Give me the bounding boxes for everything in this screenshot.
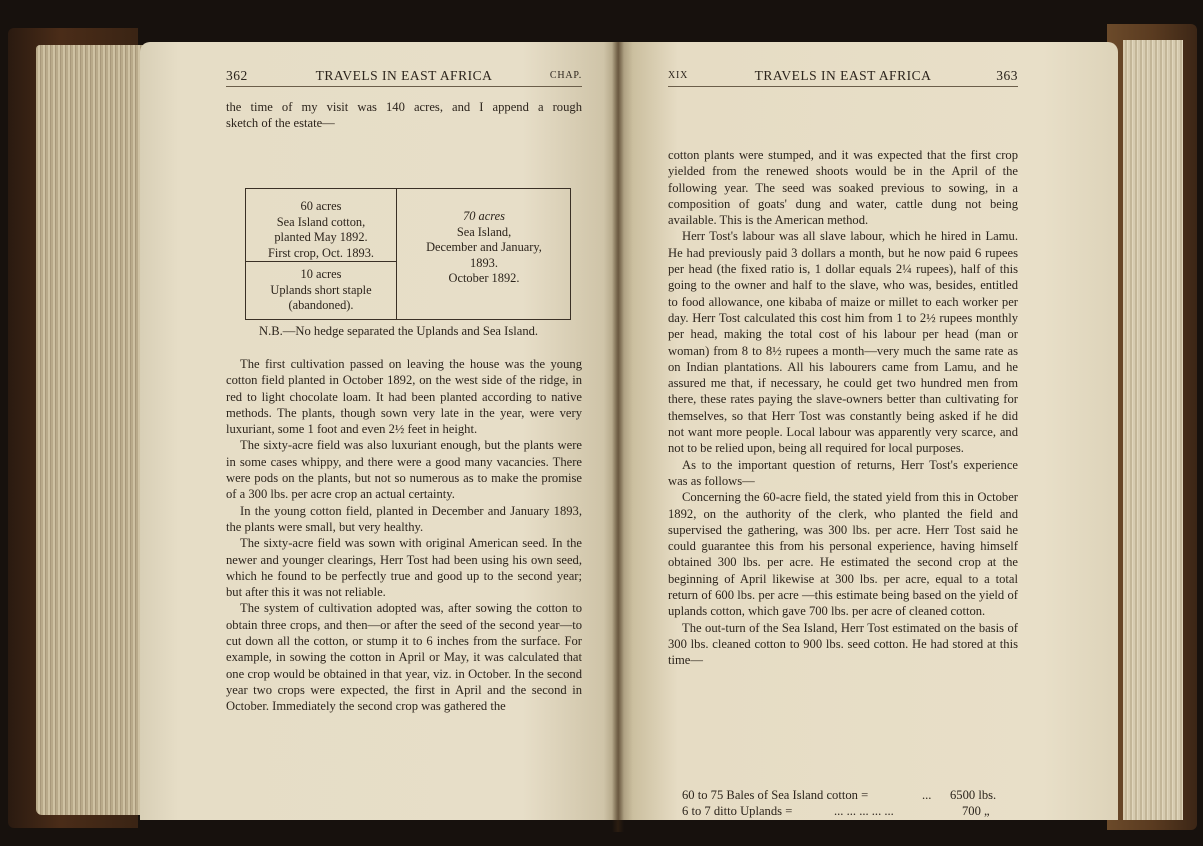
bales-dots: ...	[922, 788, 932, 802]
estate-cell-sea-island-70	[398, 209, 570, 287]
paragraph: Concerning the 60-acre field, the stated yield from this in October 1892, on the authority of the clerk, who planted the field and supervised the gathering, was 300 lbs. per acre. Herr Tost said he could guarantee this from his personal experience, having himself obtained 300 lbs. per acre. He estimated the second crop at the beginning of April likewise at 300 lbs. per acre, equal to a total return of 600 lbs. per acre —this estimate being based on the yield of uplands cotton, which gave 700 lbs. per acre of cleaned cotton.	[668, 490, 1018, 619]
estate-divider	[246, 261, 396, 262]
paragraph: The sixty-acre field was also luxuriant enough, but the plants were in some cases whippy, and there were a good many vacancies. There were pods on the plants, but not so numerous as to make the promise of a 300 lbs. per acre crop an actual certainty.	[226, 438, 582, 502]
page-edges-left	[36, 45, 146, 815]
paragraph: The system of cultivation adopted was, after sowing the cotton to obtain three crops, and then—or after the seed of the second year—to cut down all the cotton, or stump it to 6 inches from the surface. For example, in sowing the cotton in April or May, it was calculated that one crop would be obtained in that year, viz. in October. In the second year two crops were expected, the first in April and the second in October. Immediately the second crop was gathered the	[226, 601, 582, 714]
right-running-header	[668, 68, 1018, 87]
sketch-note: N.B.—No hedge separated the Uplands and Sea Island.	[259, 324, 539, 338]
paragraph: cotton plants were stumped, and it was expected that the first crop yielded from the renewed shoots would be in the April of the following year. The seed was soaked previous to sowing, in a composition of goats' dung and water, cattle dung not being available. This is the American method.	[668, 148, 1018, 228]
intro-line: sketch of the estate—	[226, 116, 335, 131]
bales-amount: 6500 lbs.	[950, 788, 997, 802]
paragraph: The out-turn of the Sea Island, Herr Tost estimated on the basis of 300 lbs. cleaned cotton to 900 lbs. seed cotton. He had stored at this time—	[668, 620, 1018, 668]
right-chapter-mark: XIX	[668, 70, 689, 81]
bales-dots: ... ... ... ... ...	[834, 804, 894, 818]
cell-line: planted May 1892.	[274, 230, 368, 244]
bales-row	[682, 787, 1022, 803]
bales-row	[682, 803, 1022, 819]
cell-line: December and January,	[426, 240, 542, 254]
cell-line: 70 acres	[463, 209, 505, 223]
cell-line: October 1892.	[448, 271, 520, 285]
bales-item: 6 to 7 ditto Uplands =	[682, 804, 793, 818]
estate-cell-sea-island-60	[246, 199, 396, 261]
intro-line: the time of my visit was 140 acres, and I append a rough	[226, 100, 582, 114]
cell-line: 10 acres	[300, 267, 342, 281]
left-running-header	[226, 68, 582, 87]
right-page-number: 363	[996, 68, 1018, 83]
bales-list	[682, 787, 1022, 819]
left-body-text	[226, 356, 582, 715]
left-running-head: TRAVELS IN EAST AFRICA	[315, 68, 493, 83]
estate-left-column	[246, 189, 397, 319]
cell-line: Sea Island cotton,	[276, 214, 366, 229]
page-edges-right	[1123, 40, 1183, 820]
paragraph: In the young cotton field, planted in December and January 1893, the plants were small, but very healthy.	[226, 503, 582, 534]
cell-line: Uplands short staple	[270, 282, 372, 297]
left-chapter-mark: CHAP.	[549, 70, 582, 81]
cell-line: First crop, Oct. 1893.	[268, 245, 374, 260]
paragraph: The first cultivation passed on leaving the house was the young cotton field planted in October 1892, on the west side of the ridge, in red to light chocolate loam. It had been planted according to native methods. The plants, though sown very late in the year, were very luxuriant, some 1 foot and even 2½ feet in height.	[226, 357, 582, 437]
paragraph: The sixty-acre field was sown with original American seed. In the newer and younger clearings, Herr Tost had been using his own seed, which he found to be perfectly true and good up to the second year; but after this it was not reliable.	[226, 536, 582, 600]
right-running-head: TRAVELS IN EAST AFRICA	[754, 68, 932, 83]
cell-line: 1893.	[470, 255, 498, 270]
right-body-text	[668, 147, 1018, 669]
cell-line: (abandoned).	[288, 298, 354, 312]
paragraph: Herr Tost's labour was all slave labour, which he hired in Lamu. He had previously paid 3 dollars a month, but he now paid 6 rupees per head (the fixed ratio is, 1 dollar equals 2¼ rupees), half of this going to the owner and half to the slave, who was, besides, entitled to food allowance, one kibaba of maize or millet to each worker per day. Herr Tost calculated this cost him from 1 to 2½ rupees monthly per head, making the total cost of his labour per head (man or woman) from 8 to 8½ rupees a month—very much the same rate as on Indian plantations. All his labourers came from Lamu, and he assured me that, if necessary, he could get two hundred men from there, these rates paying the slave-owners better than cultivating for themselves, so that Herr Tost was constantly being asked if he did not want more people. Local labour was apparently very scarce, and not to be relied upon, being all required for local purposes.	[668, 229, 1018, 456]
cell-line: 60 acres	[300, 199, 342, 213]
bales-amount: 700 „	[962, 804, 990, 818]
paragraph: As to the important question of returns, Herr Tost's experience was as follows—	[668, 457, 1018, 488]
left-intro	[226, 99, 582, 132]
cell-line: Sea Island,	[456, 224, 512, 239]
bales-item: 60 to 75 Bales of Sea Island cotton =	[682, 788, 869, 802]
book-gutter	[612, 42, 624, 832]
left-page-number: 362	[226, 68, 248, 83]
estate-cell-uplands-10	[246, 267, 396, 314]
estate-sketch	[245, 188, 571, 320]
